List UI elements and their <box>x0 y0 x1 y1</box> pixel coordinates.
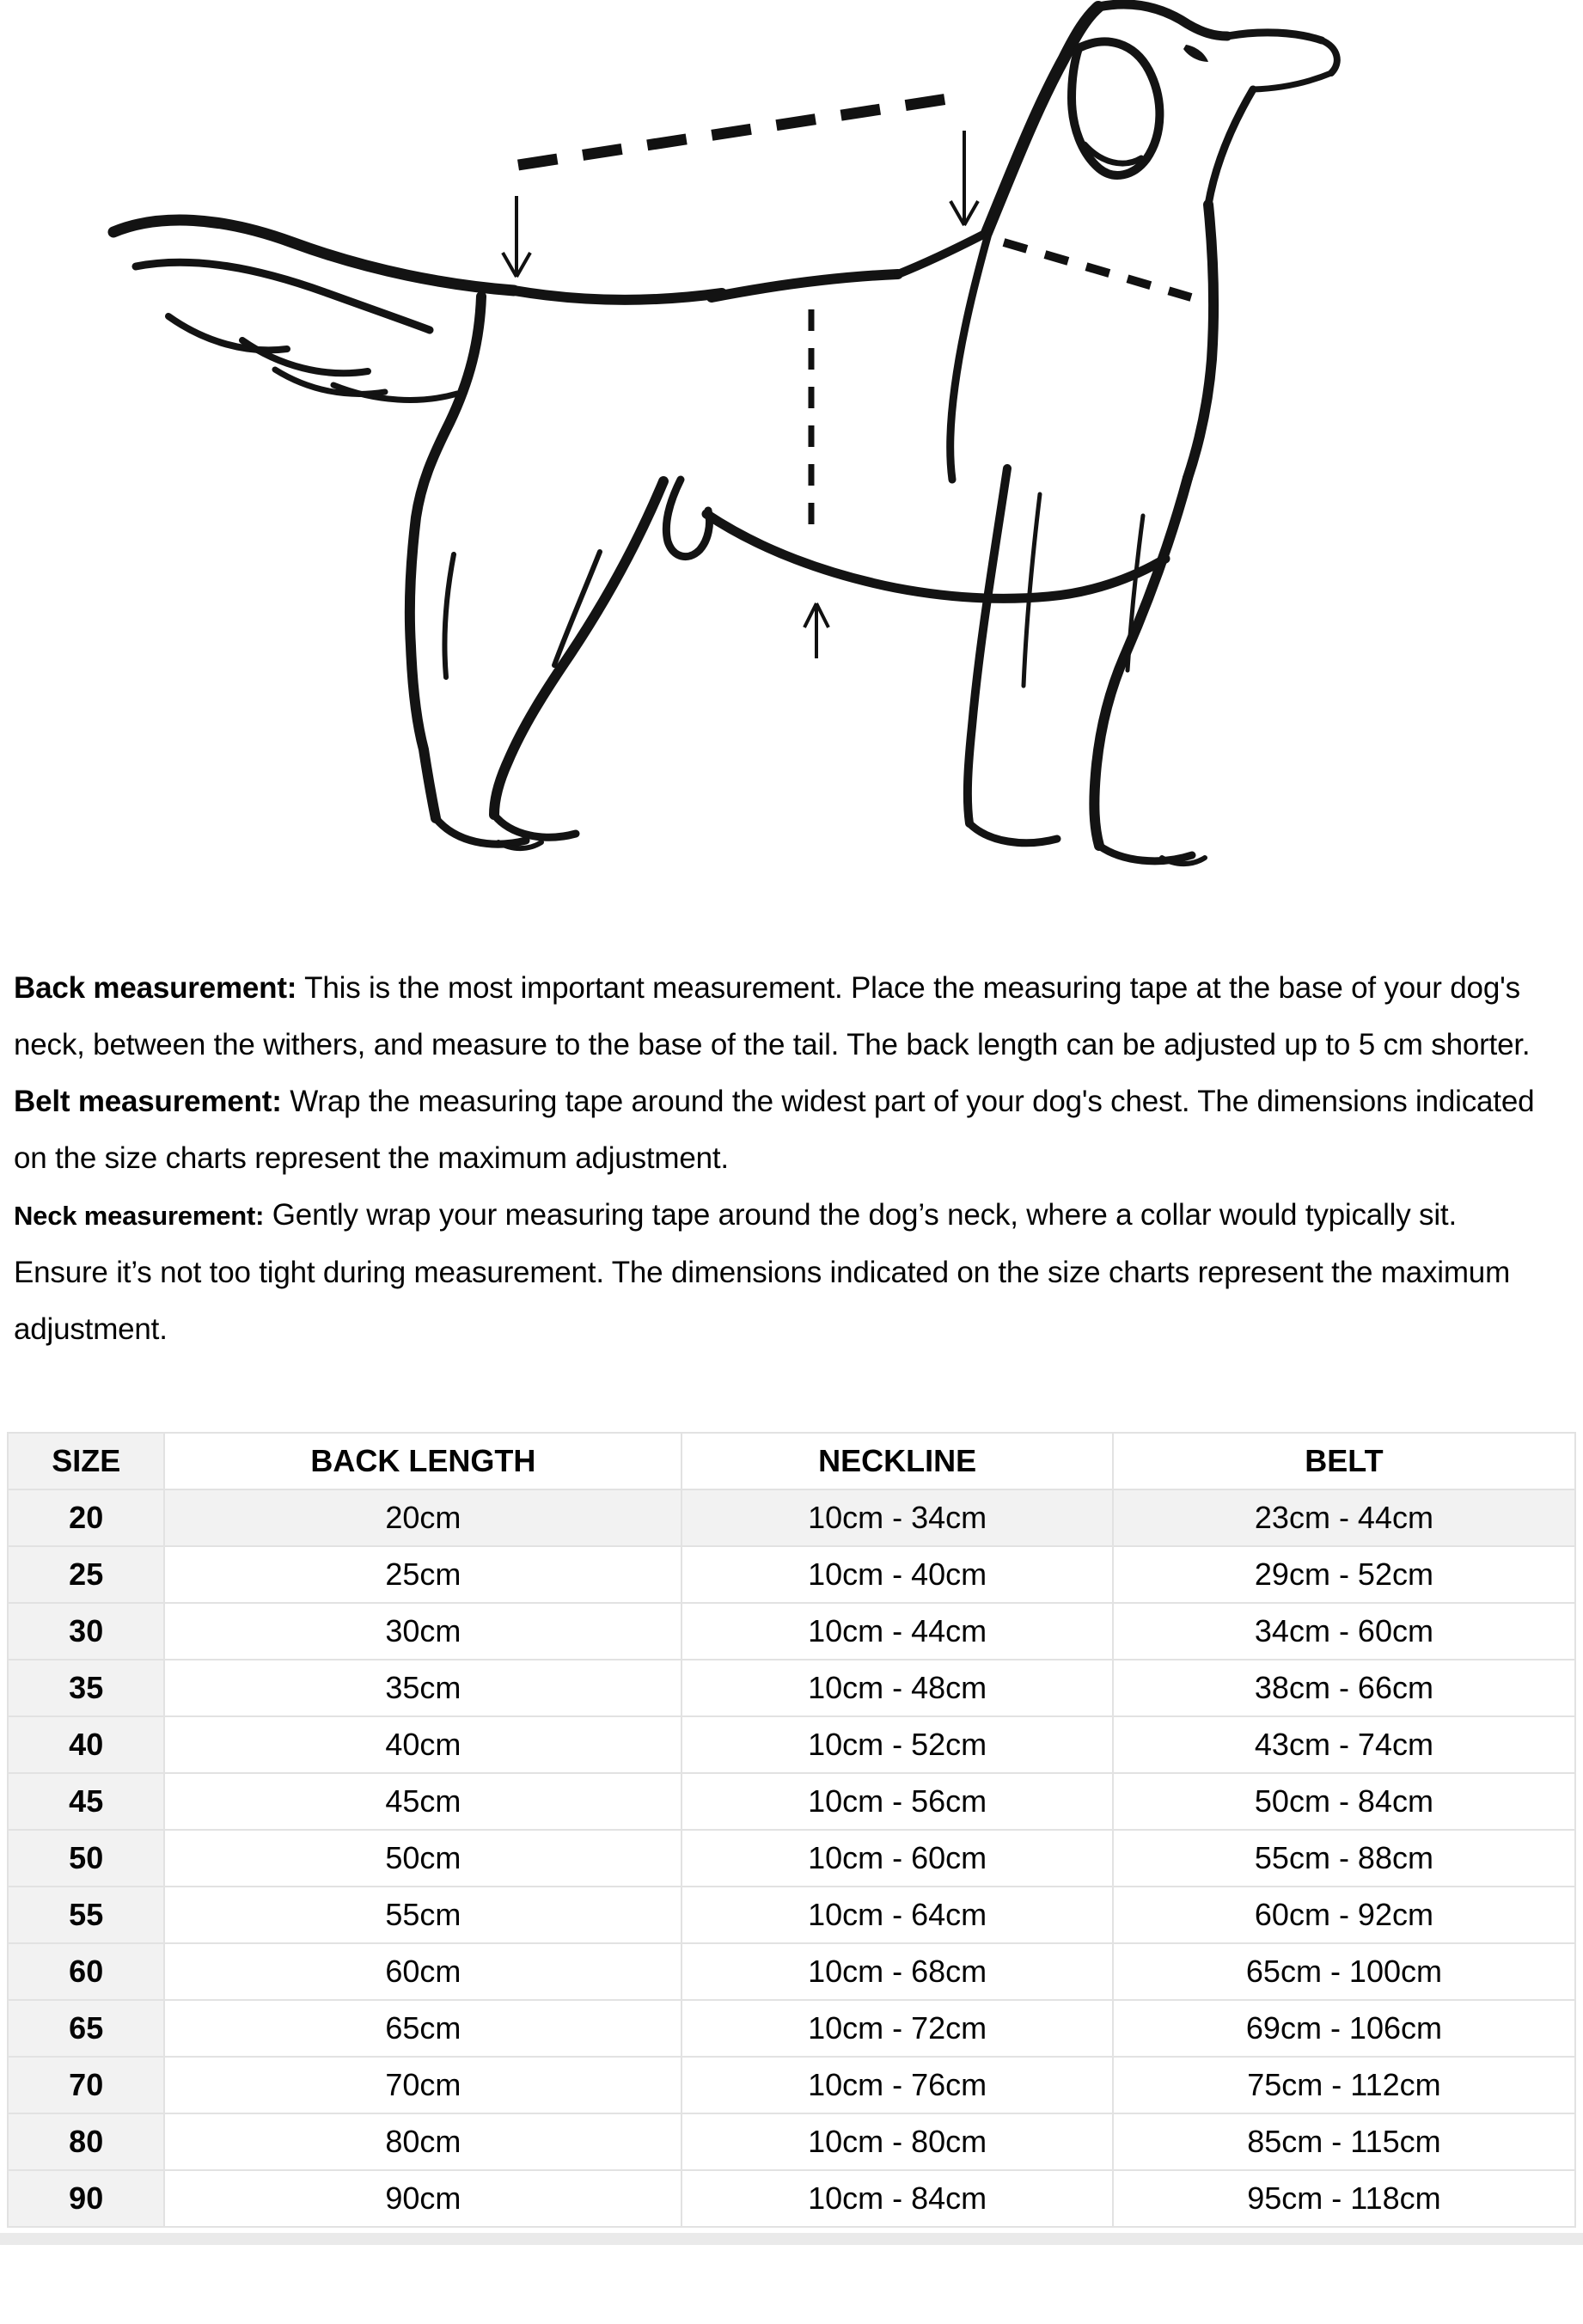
belt-measurement-paragraph <box>14 1073 1557 1187</box>
dog-tail <box>113 220 514 400</box>
column-header-neckline: NECKLINE <box>681 1433 1113 1489</box>
cell-neckline: 10cm - 72cm <box>681 2000 1113 2057</box>
cell-neckline: 10cm - 64cm <box>681 1887 1113 1943</box>
column-header-belt: BELT <box>1113 1433 1575 1489</box>
cell-size: 65 <box>8 2000 164 2057</box>
cell-belt: 60cm - 92cm <box>1113 1887 1575 1943</box>
cell-belt: 85cm - 115cm <box>1113 2113 1575 2170</box>
cell-size: 60 <box>8 1943 164 2000</box>
cell-belt: 55cm - 88cm <box>1113 1830 1575 1887</box>
neck-measurement-title: Neck measurement: <box>14 1201 265 1231</box>
cell-belt: 65cm - 100cm <box>1113 1943 1575 2000</box>
table-row <box>8 1489 1575 1546</box>
belt-measurement-text: Wrap the measuring tape around the widest part of your dog's chest. The dimensions indicated on the size charts represent the maximum adjustment. <box>14 1085 1535 1175</box>
cell-size: 55 <box>8 1887 164 1943</box>
cell-neckline: 10cm - 40cm <box>681 1546 1113 1603</box>
size-chart-body <box>8 1489 1575 2227</box>
table-row <box>8 2000 1575 2057</box>
cell-size: 50 <box>8 1830 164 1887</box>
cell-neckline: 10cm - 52cm <box>681 1716 1113 1773</box>
column-header-back-length: BACK LENGTH <box>164 1433 681 1489</box>
table-row <box>8 1716 1575 1773</box>
cell-belt: 95cm - 118cm <box>1113 2170 1575 2227</box>
page-bottom-strip <box>0 2233 1583 2245</box>
cell-belt: 38cm - 66cm <box>1113 1660 1575 1716</box>
cell-size: 40 <box>8 1716 164 1773</box>
dog-eye <box>1183 45 1208 62</box>
cell-belt: 75cm - 112cm <box>1113 2057 1575 2113</box>
cell-back_length: 90cm <box>164 2170 681 2227</box>
back-measurement-text: This is the most important measurement. Place the measuring tape at the base of your dog's neck, between the withers, and measure to the base of the tail. The back length can be adjusted up to 5 cm shorter. <box>14 971 1531 1061</box>
size-chart-header-row <box>8 1433 1575 1489</box>
cell-belt: 29cm - 52cm <box>1113 1546 1575 1603</box>
back-measurement-title: Back measurement: <box>14 971 297 1005</box>
dog-front-legs <box>968 468 1205 864</box>
dog-belly <box>666 480 1165 598</box>
measurement-instructions <box>14 960 1557 1358</box>
cell-back_length: 65cm <box>164 2000 681 2057</box>
table-row <box>8 1773 1575 1830</box>
cell-belt: 50cm - 84cm <box>1113 1773 1575 1830</box>
cell-neckline: 10cm - 60cm <box>681 1830 1113 1887</box>
cell-neckline: 10cm - 84cm <box>681 2170 1113 2227</box>
table-row <box>8 1943 1575 2000</box>
table-row <box>8 2057 1575 2113</box>
table-row <box>8 1887 1575 1943</box>
cell-back_length: 35cm <box>164 1660 681 1716</box>
arrow-up-icon <box>804 603 828 658</box>
cell-neckline: 10cm - 48cm <box>681 1660 1113 1716</box>
cell-size: 25 <box>8 1546 164 1603</box>
table-row <box>8 1603 1575 1660</box>
cell-neckline: 10cm - 80cm <box>681 2113 1113 2170</box>
cell-back_length: 25cm <box>164 1546 681 1603</box>
arrow-down-right-icon <box>950 131 978 225</box>
cell-back_length: 70cm <box>164 2057 681 2113</box>
cell-back_length: 60cm <box>164 1943 681 2000</box>
cell-size: 70 <box>8 2057 164 2113</box>
dog-hind-legs <box>410 297 663 848</box>
cell-back_length: 45cm <box>164 1773 681 1830</box>
cell-back_length: 50cm <box>164 1830 681 1887</box>
dog-back <box>514 233 987 300</box>
cell-size: 30 <box>8 1603 164 1660</box>
cell-neckline: 10cm - 44cm <box>681 1603 1113 1660</box>
cell-back_length: 20cm <box>164 1489 681 1546</box>
dog-ear <box>1072 41 1159 174</box>
neck-measurement-text: Gently wrap your measuring tape around the dog’s neck, where a collar would typically sit. Ensure it’s not too tight during measurement. The dimensions indicated on the size charts represent the maximum adjustment. <box>14 1198 1511 1346</box>
back-measurement-paragraph <box>14 960 1557 1073</box>
cell-belt: 23cm - 44cm <box>1113 1489 1575 1546</box>
cell-size: 80 <box>8 2113 164 2170</box>
table-row <box>8 2113 1575 2170</box>
dog-measurement-diagram <box>0 0 1583 933</box>
cell-neckline: 10cm - 76cm <box>681 2057 1113 2113</box>
cell-size: 35 <box>8 1660 164 1716</box>
cell-size: 45 <box>8 1773 164 1830</box>
cell-neckline: 10cm - 56cm <box>681 1773 1113 1830</box>
cell-belt: 69cm - 106cm <box>1113 2000 1575 2057</box>
cell-neckline: 10cm - 34cm <box>681 1489 1113 1546</box>
neck-measurement-dashed-line <box>1004 242 1191 297</box>
table-row <box>8 2170 1575 2227</box>
table-row <box>8 1660 1575 1716</box>
table-row <box>8 1546 1575 1603</box>
back-measurement-dashed-line <box>518 97 959 165</box>
cell-back_length: 40cm <box>164 1716 681 1773</box>
belt-measurement-title: Belt measurement: <box>14 1085 282 1118</box>
column-header-size: SIZE <box>8 1433 164 1489</box>
cell-belt: 34cm - 60cm <box>1113 1603 1575 1660</box>
cell-size: 20 <box>8 1489 164 1546</box>
cell-back_length: 80cm <box>164 2113 681 2170</box>
cell-neckline: 10cm - 68cm <box>681 1943 1113 2000</box>
table-row <box>8 1830 1575 1887</box>
cell-belt: 43cm - 74cm <box>1113 1716 1575 1773</box>
cell-back_length: 55cm <box>164 1887 681 1943</box>
size-chart-table <box>7 1432 1576 2228</box>
cell-back_length: 30cm <box>164 1603 681 1660</box>
neck-measurement-paragraph <box>14 1187 1557 1358</box>
cell-size: 90 <box>8 2170 164 2227</box>
arrow-down-left-icon <box>503 196 530 277</box>
